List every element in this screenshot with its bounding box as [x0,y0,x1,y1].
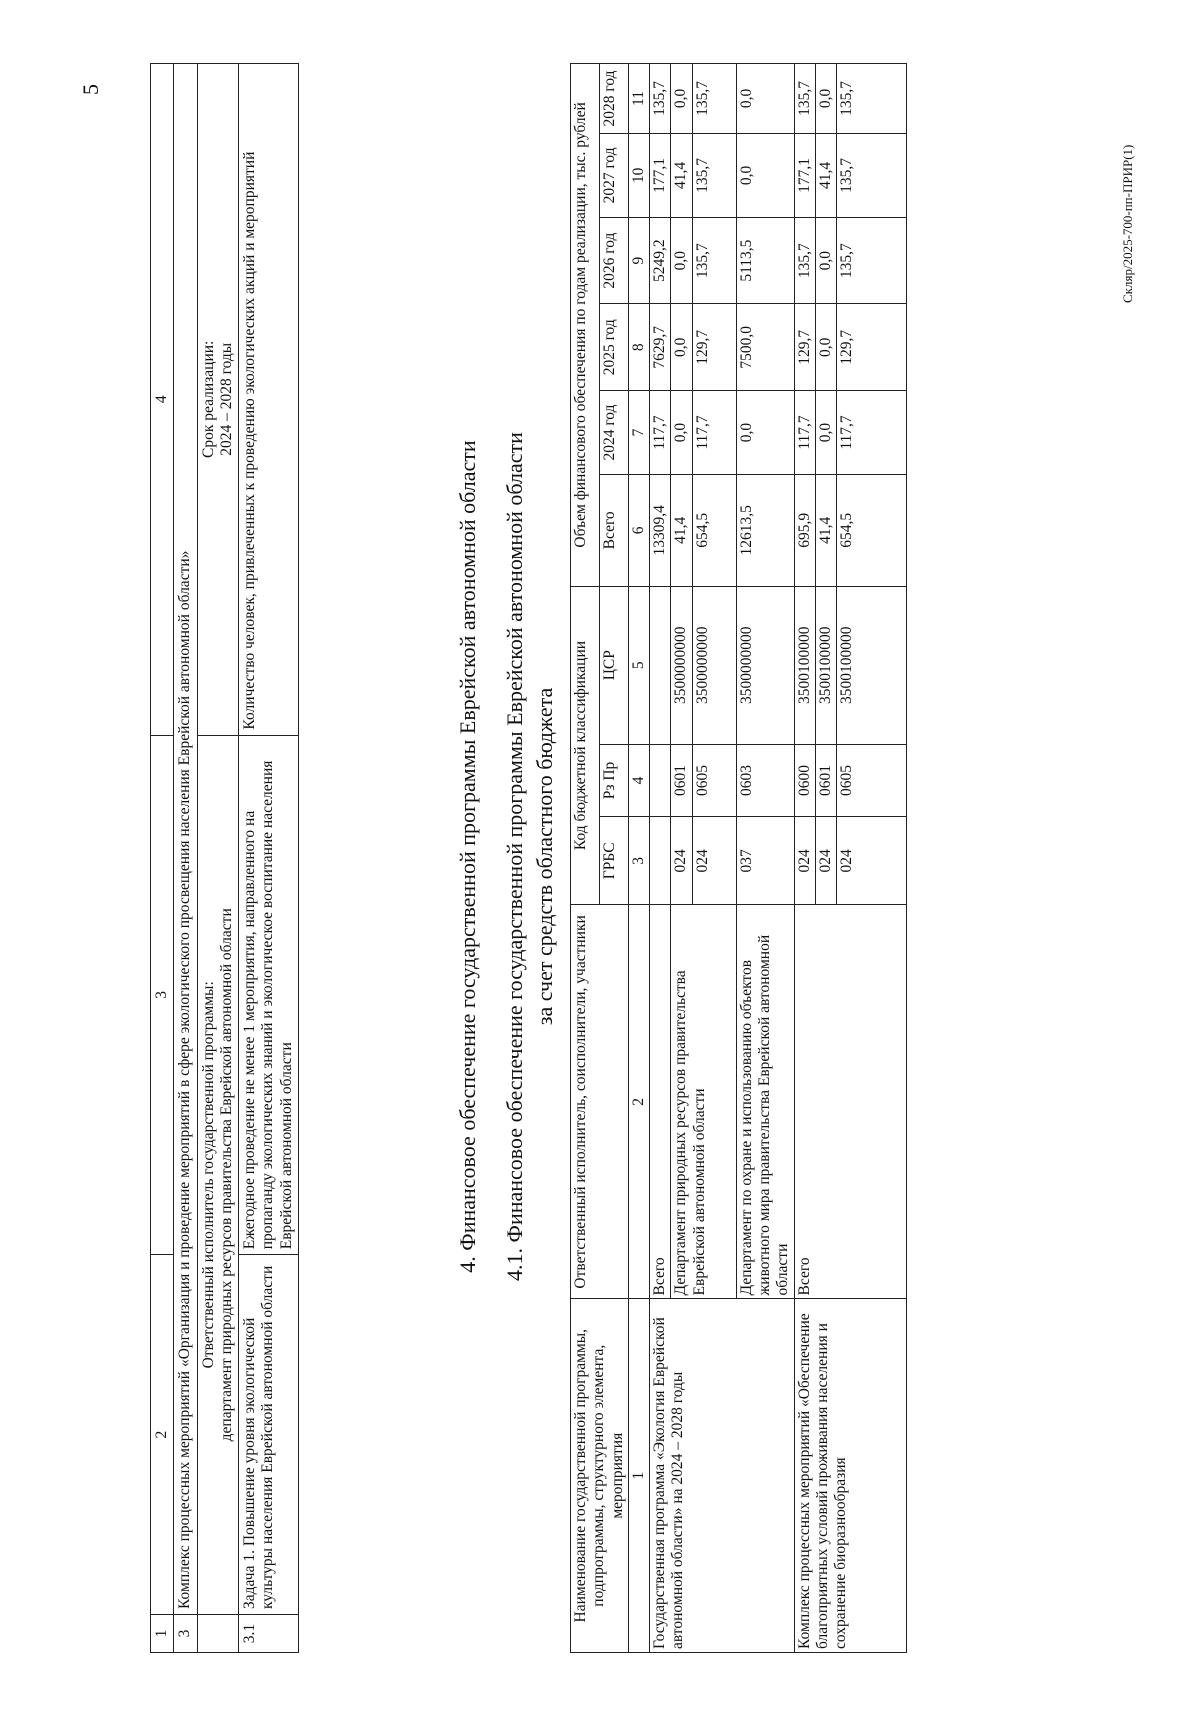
rzpr-cell: 0600 [794,744,815,817]
total-cell: 654,5 [692,474,736,586]
grbs-cell: 037 [736,817,794,905]
year-value: 135,7 [837,64,907,134]
total-cell: 695,9 [794,474,815,586]
table-row [794,64,815,1653]
csr-cell: 3500100000 [815,586,836,744]
header-cell: 3 [151,735,174,1255]
grbs-cell [650,817,671,905]
document-code: Скляр/2025-700-пп-ПРИР(1) [1120,144,1135,303]
indicator-cell: Количество человек, привлеченных к проведению экологических акций и мероприятий [239,64,299,736]
column-number: 3 [628,817,649,905]
header-total: Всего [599,474,628,586]
section-heading-4: 4. Финансовое обеспечение государственной программы Еврейской автономной области [455,440,480,1273]
rzpr-cell: 0601 [671,744,692,817]
year-value: 135,7 [692,64,736,134]
year-value: 0,0 [815,64,836,134]
header-year: 2028 год [599,64,628,134]
header-name: Наименование государственной программы, подпрограммы, структурного элемента, мероприятия [571,1299,629,1653]
header-csr: ЦСР [599,586,628,744]
grbs-cell: 024 [794,817,815,905]
year-value: 0,0 [736,64,794,134]
header-rzpr: Рз Пр [599,744,628,817]
total-cell: 41,4 [671,474,692,586]
grbs-cell: 024 [815,817,836,905]
column-number: 2 [628,905,649,1299]
year-value: 135,7 [837,133,907,217]
column-number: 8 [628,304,649,391]
column-number-row [628,64,649,1653]
implementation-term: Срок реализации: 2024 – 2028 годы [197,64,239,736]
rzpr-cell: 0605 [692,744,736,817]
csr-cell: 3500000000 [692,586,736,744]
header-cell: 4 [151,64,174,736]
year-value: 177,1 [794,133,815,217]
year-value: 129,7 [692,304,736,391]
total-cell: 13309,4 [650,474,671,586]
grbs-cell: 024 [671,817,692,905]
year-value: 177,1 [650,133,671,217]
header-year: 2027 год [599,133,628,217]
year-value: 117,7 [650,391,671,475]
column-number: 1 [628,1299,649,1653]
description-cell: Ежегодное проведение не менее 1 мероприятия, направленного на пропаганду экологических знаний и экологическое воспитание населения Еврейской автономной области [239,735,299,1255]
year-value: 0,0 [671,391,692,475]
year-value: 7500,0 [736,304,794,391]
executor-cell: Всего [650,905,671,1299]
total-cell: 12613,5 [736,474,794,586]
column-number: 6 [628,474,649,586]
column-number: 4 [628,744,649,817]
year-value: 135,7 [692,217,736,304]
year-value: 5249,2 [650,217,671,304]
year-value: 0,0 [815,391,836,475]
header-budget-code: Код бюджетной классификации [571,586,600,905]
year-value: 135,7 [692,133,736,217]
header-volume: Объем финансового обеспечения по годам реализации, тыс. рублей [571,64,600,587]
total-cell: 41,4 [815,474,836,586]
year-value: 135,7 [794,217,815,304]
year-value: 135,7 [650,64,671,134]
year-value: 129,7 [837,304,907,391]
task-cell: Задача 1. Повышение уровня экологической культуры населения Еврейской автономной области [239,1255,299,1615]
complex-title: Комплекс процессных мероприятий «Организация и проведение мероприятий в сфере экологического просвещения населения Еврейской автономной области» [174,64,197,1615]
total-cell: 654,5 [837,474,907,586]
table-header-row [151,64,174,1653]
complex-name: Комплекс процессных мероприятий «Обеспечение благоприятных условий проживания населения и сохранение биоразнообразия [794,1299,907,1653]
year-value: 5113,5 [736,217,794,304]
header-cell: 2 [151,1255,174,1615]
activities-table [150,63,299,1653]
header-year: 2024 год [599,391,628,475]
year-value: 0,0 [671,64,692,134]
rzpr-cell: 0603 [736,744,794,817]
header-executor: Ответственный исполнитель, соисполнители, участники [571,905,629,1299]
year-value: 135,7 [794,64,815,134]
column-number: 5 [628,586,649,744]
year-value: 117,7 [794,391,815,475]
csr-cell: 3500100000 [837,586,907,744]
executor-cell: Всего [794,905,907,1299]
csr-cell: 3500100000 [794,586,815,744]
row-number: 3 [174,1615,197,1653]
year-value: 117,7 [837,391,907,475]
header-year: 2026 год [599,217,628,304]
table-header-row [571,64,600,1653]
table-row [650,64,671,1653]
year-value: 7629,7 [650,304,671,391]
table-row [197,64,239,1653]
program-name: Государственная программа «Экология Еврейской автономной области» на 2024 – 2028 годы [650,1299,794,1653]
row-number: 3.1 [239,1615,299,1653]
header-year: 2025 год [599,304,628,391]
header-cell: 1 [151,1615,174,1653]
year-value: 0,0 [671,217,692,304]
section-heading-4-1-sub: за счет средств областного бюджета [532,687,557,1026]
executor-cell: Департамент природных ресурсов правительства Еврейской автономной области [671,905,736,1299]
year-value: 41,4 [671,133,692,217]
rzpr-cell: 0601 [815,744,836,817]
column-number: 11 [628,64,649,134]
rzpr-cell [650,744,671,817]
year-value: 135,7 [837,217,907,304]
year-value: 0,0 [815,217,836,304]
page-number: 5 [78,84,103,95]
executor-cell: Департамент по охране и использованию объектов животного мира правительства Еврейской автономной области [736,905,794,1299]
table-row [239,64,299,1653]
year-value: 117,7 [692,391,736,475]
column-number: 7 [628,391,649,475]
table-row [174,64,197,1653]
year-value: 0,0 [736,133,794,217]
csr-cell [650,586,671,744]
year-value: 0,0 [736,391,794,475]
header-grbs: ГРБС [599,817,628,905]
column-number: 10 [628,133,649,217]
column-number: 9 [628,217,649,304]
year-value: 0,0 [815,304,836,391]
grbs-cell: 024 [692,817,736,905]
year-value: 0,0 [671,304,692,391]
rzpr-cell: 0605 [837,744,907,817]
grbs-cell: 024 [837,817,907,905]
financing-table [570,63,907,1653]
section-heading-4-1: 4.1. Финансовое обеспечение государственной программы Еврейской автономной области [502,432,527,1281]
year-value: 129,7 [794,304,815,391]
responsible-executor: Ответственный исполнитель государственной программы: департамент природных ресурсов правительства Еврейской автономной области [197,735,239,1614]
csr-cell: 3500000000 [671,586,692,744]
year-value: 41,4 [815,133,836,217]
csr-cell: 3500000000 [736,586,794,744]
